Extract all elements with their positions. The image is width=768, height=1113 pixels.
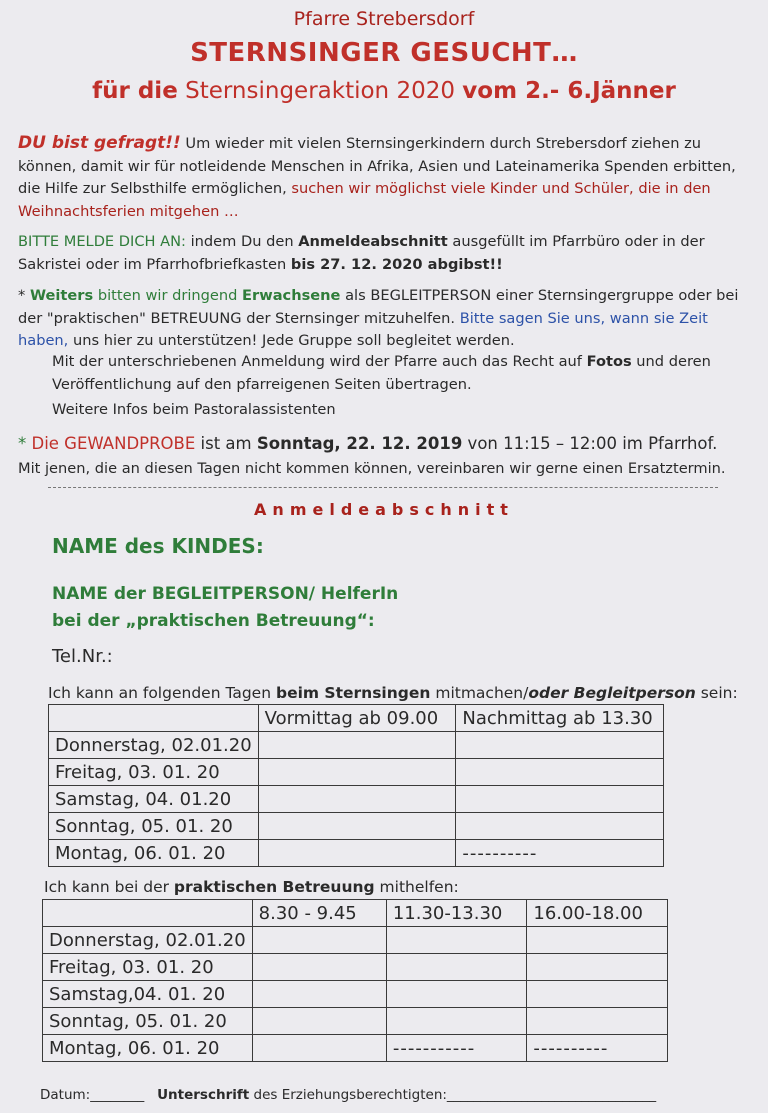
header-cell: Nachmittag ab 13.30 bbox=[456, 705, 664, 732]
photo-bold: Fotos bbox=[586, 353, 632, 370]
header-cell: 16.00-18.00 bbox=[527, 900, 668, 927]
adults-paragraph bbox=[18, 285, 758, 353]
t1-d: oder Begleitperson bbox=[528, 684, 696, 702]
rehearsal-line bbox=[18, 434, 717, 453]
photo-1: Mit der unterschriebenen Anmeldung wird der Pfarre auch das Recht auf bbox=[52, 353, 587, 370]
table-sternsingen bbox=[48, 704, 664, 867]
slot-cell[interactable] bbox=[386, 927, 527, 954]
slot-cell[interactable] bbox=[258, 732, 456, 759]
table-row bbox=[49, 813, 664, 840]
slot-cell[interactable] bbox=[386, 954, 527, 981]
adults-w1: Weiters bbox=[29, 287, 94, 304]
table-header-row bbox=[49, 705, 664, 732]
table1-intro bbox=[48, 684, 738, 702]
header-cell bbox=[49, 705, 259, 732]
slot-cell[interactable] bbox=[456, 732, 664, 759]
day-cell: Freitag, 03. 01. 20 bbox=[49, 759, 259, 786]
slot-cell[interactable] bbox=[258, 840, 456, 867]
phone-label: Tel.Nr.: bbox=[52, 646, 113, 667]
t1-c: mitmachen/ bbox=[430, 684, 529, 702]
day-cell: Samstag,04. 01. 20 bbox=[43, 981, 253, 1008]
slot-cell[interactable] bbox=[527, 1008, 668, 1035]
slot-cell[interactable] bbox=[456, 813, 664, 840]
table-row bbox=[49, 840, 664, 867]
table-header-row bbox=[43, 900, 668, 927]
cut-line bbox=[48, 487, 718, 488]
t2-a: Ich kann bei der bbox=[44, 878, 174, 896]
t2-c: mithelfen: bbox=[374, 878, 459, 896]
signature-label-bold: Unterschrift bbox=[157, 1087, 250, 1103]
table-row bbox=[49, 759, 664, 786]
photo-2: und deren Veröffentlichung auf den pfarreigenen Seiten übertragen. bbox=[52, 353, 711, 393]
table2-intro bbox=[44, 878, 459, 896]
rehearsal-d: von 11:15 – 12:00 im Pfarrhof. bbox=[462, 434, 718, 453]
slot-cell[interactable] bbox=[252, 927, 386, 954]
table-row bbox=[43, 981, 668, 1008]
footer-line bbox=[40, 1087, 656, 1103]
adults-w4: als BEGLEITPERSON einer Sternsingergruppe oder bei der "praktischen" BETREUUNG der Sternsinger mitzuhelfen. bbox=[18, 287, 739, 327]
day-cell: Sonntag, 05. 01. 20 bbox=[49, 813, 259, 840]
intro-text1: Um wieder mit vielen Sternsingerkindern durch Strebersdorf ziehen zu können, damit wir für notleidende Menschen in Afrika, Asien und Lateinamerika Spenden erbitten, die Hilfe zur Selbsthilfe ermöglichen, bbox=[18, 135, 736, 198]
table-row bbox=[43, 954, 668, 981]
form-title: Anmeldeabschnitt bbox=[254, 500, 514, 519]
slot-cell[interactable] bbox=[527, 981, 668, 1008]
rehearsal-note: Mit jenen, die an diesen Tagen nicht kommen können, vereinbaren wir gerne einen Ersatztermin. bbox=[18, 460, 726, 477]
child-name-label: NAME des KINDES: bbox=[52, 534, 264, 558]
slot-cell[interactable] bbox=[258, 759, 456, 786]
signup-lead: BITTE MELDE DICH AN: bbox=[18, 233, 186, 250]
day-cell: Montag, 06. 01. 20 bbox=[49, 840, 259, 867]
helper-practical-label: bei der „praktischen Betreuung“: bbox=[52, 611, 375, 631]
t2-b: praktischen Betreuung bbox=[173, 878, 375, 896]
day-cell: Samstag, 04. 01.20 bbox=[49, 786, 259, 813]
rehearsal-b: ist am bbox=[195, 434, 257, 453]
info-line: Weitere Infos beim Pastoralassistenten bbox=[52, 401, 336, 418]
subtitle bbox=[0, 78, 768, 104]
intro-lead: DU bist gefragt!! bbox=[18, 133, 181, 153]
headline: STERNSINGER GESUCHT… bbox=[190, 38, 578, 68]
rehearsal-star: * bbox=[18, 434, 32, 453]
parish-name: Pfarre Strebersdorf bbox=[293, 8, 475, 30]
helper-name-label: NAME der BEGLEITPERSON/ HelferIn bbox=[52, 584, 399, 604]
rehearsal-c: Sonntag, 22. 12. 2019 bbox=[256, 434, 463, 453]
adults-w2: bitten wir dringend bbox=[93, 287, 243, 304]
slot-cell[interactable] bbox=[527, 927, 668, 954]
slot-cell[interactable] bbox=[252, 1008, 386, 1035]
slot-cell[interactable] bbox=[252, 981, 386, 1008]
slot-cell[interactable] bbox=[456, 759, 664, 786]
slot-cell[interactable] bbox=[527, 954, 668, 981]
header-cell bbox=[43, 900, 253, 927]
subtitle-b: Sternsingeraktion 2020 bbox=[185, 78, 455, 104]
slot-cell[interactable] bbox=[386, 981, 527, 1008]
adults-w3: Erwachsene bbox=[242, 287, 341, 304]
signature-field[interactable]: _______________________________ bbox=[446, 1087, 657, 1103]
slot-cell-unavailable: ---------- bbox=[456, 840, 664, 867]
photo-paragraph bbox=[52, 351, 758, 396]
table-row bbox=[49, 732, 664, 759]
day-cell: Donnerstag, 02.01.20 bbox=[43, 927, 253, 954]
t1-a: Ich kann an folgenden Tagen bbox=[48, 684, 276, 702]
day-cell: Montag, 06. 01. 20 bbox=[43, 1035, 253, 1062]
table-row bbox=[43, 1035, 668, 1062]
subtitle-a: für die bbox=[92, 78, 178, 104]
adults-w5: Bitte sagen Sie uns, wann sie Zeit haben, bbox=[18, 309, 708, 350]
adults-w6: uns hier zu unterstützen! Jede Gruppe soll begleitet werden. bbox=[68, 332, 515, 350]
table-betreuung bbox=[42, 899, 668, 1062]
date-label: Datum: bbox=[40, 1087, 91, 1103]
slot-cell[interactable] bbox=[258, 813, 456, 840]
slot-cell[interactable] bbox=[386, 1008, 527, 1035]
slot-cell[interactable] bbox=[258, 786, 456, 813]
rehearsal-a: Die GEWANDPROBE bbox=[31, 434, 196, 453]
slot-cell-unavailable: ----------- bbox=[386, 1035, 527, 1062]
intro-paragraph bbox=[18, 132, 758, 223]
slot-cell[interactable] bbox=[252, 954, 386, 981]
signup-t2: ausgefüllt im Pfarrbüro oder in der Sakristei oder im Pfarrhofbriefkasten bbox=[18, 233, 705, 273]
day-cell: Sonntag, 05. 01. 20 bbox=[43, 1008, 253, 1035]
slot-cell[interactable] bbox=[252, 1035, 386, 1062]
subtitle-c: vom 2.- 6.Jänner bbox=[462, 78, 676, 104]
adults-star: * bbox=[18, 287, 30, 304]
slot-cell-unavailable: ---------- bbox=[527, 1035, 668, 1062]
table-row bbox=[49, 786, 664, 813]
t1-b: beim Sternsingen bbox=[275, 684, 431, 702]
table-row bbox=[43, 1008, 668, 1035]
slot-cell[interactable] bbox=[456, 786, 664, 813]
day-cell: Donnerstag, 02.01.20 bbox=[49, 732, 259, 759]
signup-form: Anmeldeabschnitt bbox=[298, 233, 448, 250]
header-cell: 8.30 - 9.45 bbox=[252, 900, 386, 927]
signup-paragraph bbox=[18, 231, 758, 276]
signature-label: des Erziehungsberechtigten: bbox=[249, 1087, 447, 1103]
header-cell: 11.30-13.30 bbox=[386, 900, 527, 927]
day-cell: Freitag, 03. 01. 20 bbox=[43, 954, 253, 981]
header-cell: Vormittag ab 09.00 bbox=[258, 705, 456, 732]
date-field[interactable]: ________ bbox=[90, 1087, 145, 1103]
intro-text2: suchen wir möglichst viele Kinder und Schüler, die in den Weihnachtsferien mitgehen … bbox=[18, 180, 711, 220]
table-row bbox=[43, 927, 668, 954]
signup-deadline: bis 27. 12. 2020 abgibst!! bbox=[290, 255, 503, 273]
t1-e: sein: bbox=[695, 684, 738, 702]
signup-t1: indem Du den bbox=[185, 233, 299, 250]
